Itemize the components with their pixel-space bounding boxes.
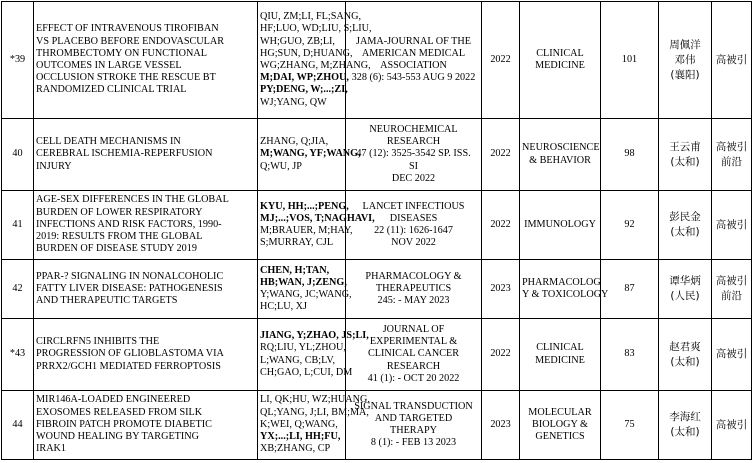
responsible-person: 李海红 (太和) xyxy=(659,391,712,460)
source-journal: LANCET INFECTIOUS DISEASES 22 (11): 1626-1647 NOV 2022 xyxy=(346,191,482,260)
subject-category: MOLECULAR BIOLOGY & GENETICS xyxy=(520,391,601,460)
publication-table xyxy=(1,1,752,460)
subject-category: CLINICAL MEDICINE xyxy=(520,319,601,391)
citation-count: 83 xyxy=(601,319,659,391)
pub-year: 2022 xyxy=(482,319,520,391)
author-list: LI, QK;HU, WZ;HUANG, QL;YANG, J;LI, BM;MA, K;WEI, Q;WANG, YX;...;LI, HH;FU, XB;ZHANG, CP xyxy=(258,391,346,460)
source-journal: SIGNAL TRANSDUCTION AND TARGETED THERAPY 8 (1): - FEB 13 2023 xyxy=(346,391,482,460)
row-number: *43 xyxy=(2,319,34,391)
responsible-person: 赵君爽 (太和) xyxy=(659,319,712,391)
paper-title: PPAR-? SIGNALING IN NONALCOHOLIC FATTY LIVER DISEASE: PATHOGENESIS AND THERAPEUTIC TARGETS xyxy=(34,260,258,319)
subject-category: CLINICAL MEDICINE xyxy=(520,2,601,119)
paper-title: MIR146A-LOADED ENGINEERED EXOSOMES RELEASED FROM SILK FIBROIN PATCH PROMOTE DIABETIC WOUND HEALING BY TARGETING IRAK1 xyxy=(34,391,258,460)
subject-category: NEUROSCIENCE & BEHAVIOR xyxy=(520,119,601,191)
row-number: *39 xyxy=(2,2,34,119)
author-list: ZHANG, Q;JIA, M;WANG, YF;WANG, Q;WU, JP xyxy=(258,119,346,191)
table-body xyxy=(2,2,752,460)
responsible-person: 周佩洋 邓伟 (襄阳) xyxy=(659,2,712,119)
responsible-person: 谭华炳 (人民) xyxy=(659,260,712,319)
paper-type: 高被引 xyxy=(712,2,752,119)
table-row xyxy=(2,319,752,391)
pub-year: 2022 xyxy=(482,119,520,191)
table-row xyxy=(2,2,752,119)
row-number: 44 xyxy=(2,391,34,460)
responsible-person: 彭民金 (太和) xyxy=(659,191,712,260)
citation-count: 87 xyxy=(601,260,659,319)
table-row xyxy=(2,119,752,191)
paper-title: CIRCLRFN5 INHIBITS THE PROGRESSION OF GLIOBLASTOMA VIA PRRX2/GCH1 MEDIATED FERROPTOSIS xyxy=(34,319,258,391)
source-journal: JAMA-JOURNAL OF THE AMERICAN MEDICAL ASSOCIATION 328 (6): 543-553 AUG 9 2022 xyxy=(346,2,482,119)
paper-type: 高被引 xyxy=(712,391,752,460)
source-journal: PHARMACOLOGY & THERAPEUTICS 245: - MAY 2023 xyxy=(346,260,482,319)
author-list: CHEN, H;TAN, HB;WAN, J;ZENG, Y;WANG, JC;WANG, HC;LU, XJ xyxy=(258,260,346,319)
row-number: 41 xyxy=(2,191,34,260)
row-number: 42 xyxy=(2,260,34,319)
citation-count: 101 xyxy=(601,2,659,119)
author-list: KYU, HH;...;PENG, MJ;...;VOS, T;NAGHAVI, M;BRAUER, M;HAY, S;MURRAY, CJL xyxy=(258,191,346,260)
paper-type: 高被引 xyxy=(712,191,752,260)
author-list: QIU, ZM;LI, FL;SANG, HF;LUO, WD;LIU, S;LIU, WH;GUO, ZB;LI, HG;SUN, D;HUANG, WG;ZHANG, M;ZHANG, M;DAI, WP;ZHOU, PY;DENG, W;...;ZI, WJ;YANG, QW xyxy=(258,2,346,119)
citation-count: 75 xyxy=(601,391,659,460)
pub-year: 2022 xyxy=(482,2,520,119)
citation-count: 92 xyxy=(601,191,659,260)
paper-title: CELL DEATH MECHANISMS IN CEREBRAL ISCHEMIA-REPERFUSION INJURY xyxy=(34,119,258,191)
table-row xyxy=(2,260,752,319)
paper-title: AGE-SEX DIFFERENCES IN THE GLOBAL BURDEN OF LOWER RESPIRATORY INFECTIONS AND RISK FACTORS, 1990- 2019: RESULTS FROM THE GLOBAL BURDEN OF DISEASE STUDY 2019 xyxy=(34,191,258,260)
responsible-person: 王云甫 (太和) xyxy=(659,119,712,191)
source-journal: NEUROCHEMICAL RESEARCH 47 (12): 3525-3542 SP. ISS. SI DEC 2022 xyxy=(346,119,482,191)
paper-type: 高被引 前沿 xyxy=(712,119,752,191)
table-row xyxy=(2,191,752,260)
subject-category: PHARMACOLOG Y & TOXICOLOGY xyxy=(520,260,601,319)
subject-category: IMMUNOLOGY xyxy=(520,191,601,260)
paper-type: 高被引 前沿 xyxy=(712,260,752,319)
paper-title: EFFECT OF INTRAVENOUS TIROFIBAN VS PLACEBO BEFORE ENDOVASCULAR THROMBECTOMY ON FUNCTIONAL OUTCOMES IN LARGE VESSEL OCCLUSION STROKE THE RESCUE BT RANDOMIZED CLINICAL TRIAL xyxy=(34,2,258,119)
row-number: 40 xyxy=(2,119,34,191)
table-row xyxy=(2,391,752,460)
pub-year: 2023 xyxy=(482,260,520,319)
paper-type: 高被引 xyxy=(712,319,752,391)
author-list: JIANG, Y;ZHAO, JS;LI, RQ;LIU, YL;ZHOU, L;WANG, CB;LV, CH;GAO, L;CUI, DM xyxy=(258,319,346,391)
pub-year: 2022 xyxy=(482,191,520,260)
citation-count: 98 xyxy=(601,119,659,191)
pub-year: 2023 xyxy=(482,391,520,460)
source-journal: JOURNAL OF EXPERIMENTAL & CLINICAL CANCER RESEARCH 41 (1): - OCT 20 2022 xyxy=(346,319,482,391)
